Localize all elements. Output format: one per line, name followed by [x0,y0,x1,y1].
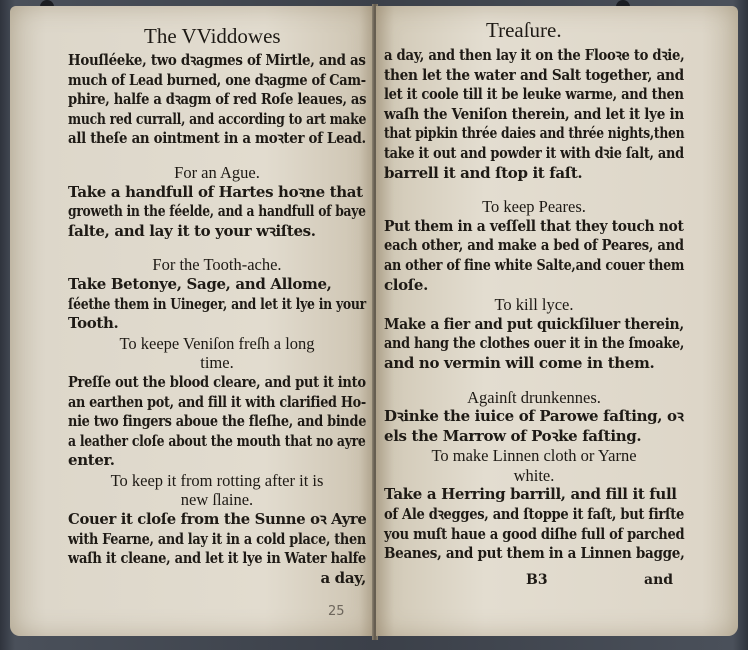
text-line: els the Marrow of Poꝛke faſting. [384,426,642,445]
text-line: Beanes, and put them in a Linnen bagge, [384,544,685,563]
text-line: Houſléeke, two dꝛagmes of Mirtle, and as [68,51,366,69]
text-line: a leather cloſe about the mouth that no ayre [68,431,366,450]
right-page [376,6,738,636]
text-line: with Fearne, and lay it in a cold place, then [68,529,366,548]
text-line: Take a Herring barrill, and fill it full [384,485,677,504]
right-page-text [384,46,684,564]
text-line: Put them in a veſſell that they touch not [384,216,684,235]
text-line: phire, halfe a dꝛagm of red Roſe leaues, as [68,90,367,109]
line-gap [384,374,684,388]
text-line: Dꝛinke the iuice of Parowe faſting, oꝛ [384,407,684,426]
text-line: ſéethe them in Uineger, and let it lye in your [68,294,366,313]
line-gap [384,183,684,197]
text-line: and no vermin will come in them. [384,353,655,372]
section-heading: To keep Peares. [482,197,586,217]
text-line: nie two fingers aboue the fleſhe, and binde [68,412,367,431]
catchword: and [644,572,674,588]
text-line: then let the water and Salt together, and [384,65,684,84]
text-line: Tooth. [68,314,119,333]
left-running-head: The VViddowes [144,24,281,48]
text-line: ſalte, and lay it to your wꝛiſtes. [68,221,316,240]
text-line: an earthen pot, and fill it with clarified Ho- [68,392,366,411]
text-line: you muſt haue a good diſhe full of parched [384,524,685,543]
signature-mark: B3 [526,572,548,588]
text-line: of Ale dꝛegges, and ſtoppe it faſt, but firſte [384,505,685,524]
text-line: Preſſe out the blood cleare, and put it into [68,372,366,391]
text-line: a day, and then lay it on the Flooꝛe to dꝛie, [384,46,685,64]
text-line: groweth in the féelde, and a handfull of baye [68,202,366,221]
pencil-page-number: 25 [328,604,345,619]
section-heading: new ſlaine. [180,490,254,510]
left-page-text [68,51,366,588]
text-line: barrell it and ſtop it faſt. [384,163,583,182]
text-line: much red currall, and according to art make [68,109,367,128]
text-line: all theſe an ointment in a moꝛter of Lead. [68,129,366,148]
text-line: each other, and make a bed of Peares, and [384,236,684,255]
text-line: cloſe. [384,275,428,294]
text-line: Couer it cloſe from the Sunne oꝛ Ayre [68,510,367,529]
text-line: a day, [320,568,366,587]
text-line: and hang the clothes ouer it in the ſmoake, [384,334,685,353]
text-line: an other of fine white Salte,and couer them [384,255,685,274]
text-line: Take Betonye, Sage, and Allome, [68,274,332,293]
text-line: waſh the Veniſon therein, and let it lye in [384,104,684,123]
section-heading: To keepe Veniſon freſh a long [119,333,315,353]
section-heading: For the Tooth-ache. [152,255,282,275]
section-heading: Againſt drunkennes. [467,387,601,407]
left-page [10,6,374,636]
text-line: let it coole till it be leuke warme, and then [384,85,684,104]
text-line: take it out and powder it with dꝛie ſalt, and [384,143,684,162]
text-line: Make a fier and put quickſiluer therein, [384,314,684,333]
section-heading: To keep it from rotting after it is [110,470,324,490]
section-heading: For an Ague. [174,162,260,182]
text-line: enter. [68,451,115,470]
section-heading: To make Linnen cloth or Yarne [431,446,637,466]
section-heading: time. [200,353,234,373]
section-heading: white. [513,465,555,485]
text-line: waſh it cleane, and let it lye in Water halfe [68,549,366,568]
right-running-head: Treaſure. [486,18,562,42]
text-line: much of Lead burned, one dꝛagme of Cam- [68,70,366,89]
text-line: that pipkin thrée daies and thrée nights,then [384,124,685,143]
text-line: Take a handfull of Hartes hoꝛne that [68,182,363,201]
line-gap [68,149,366,163]
line-gap [68,241,366,255]
section-heading: To kill lyce. [494,295,574,315]
